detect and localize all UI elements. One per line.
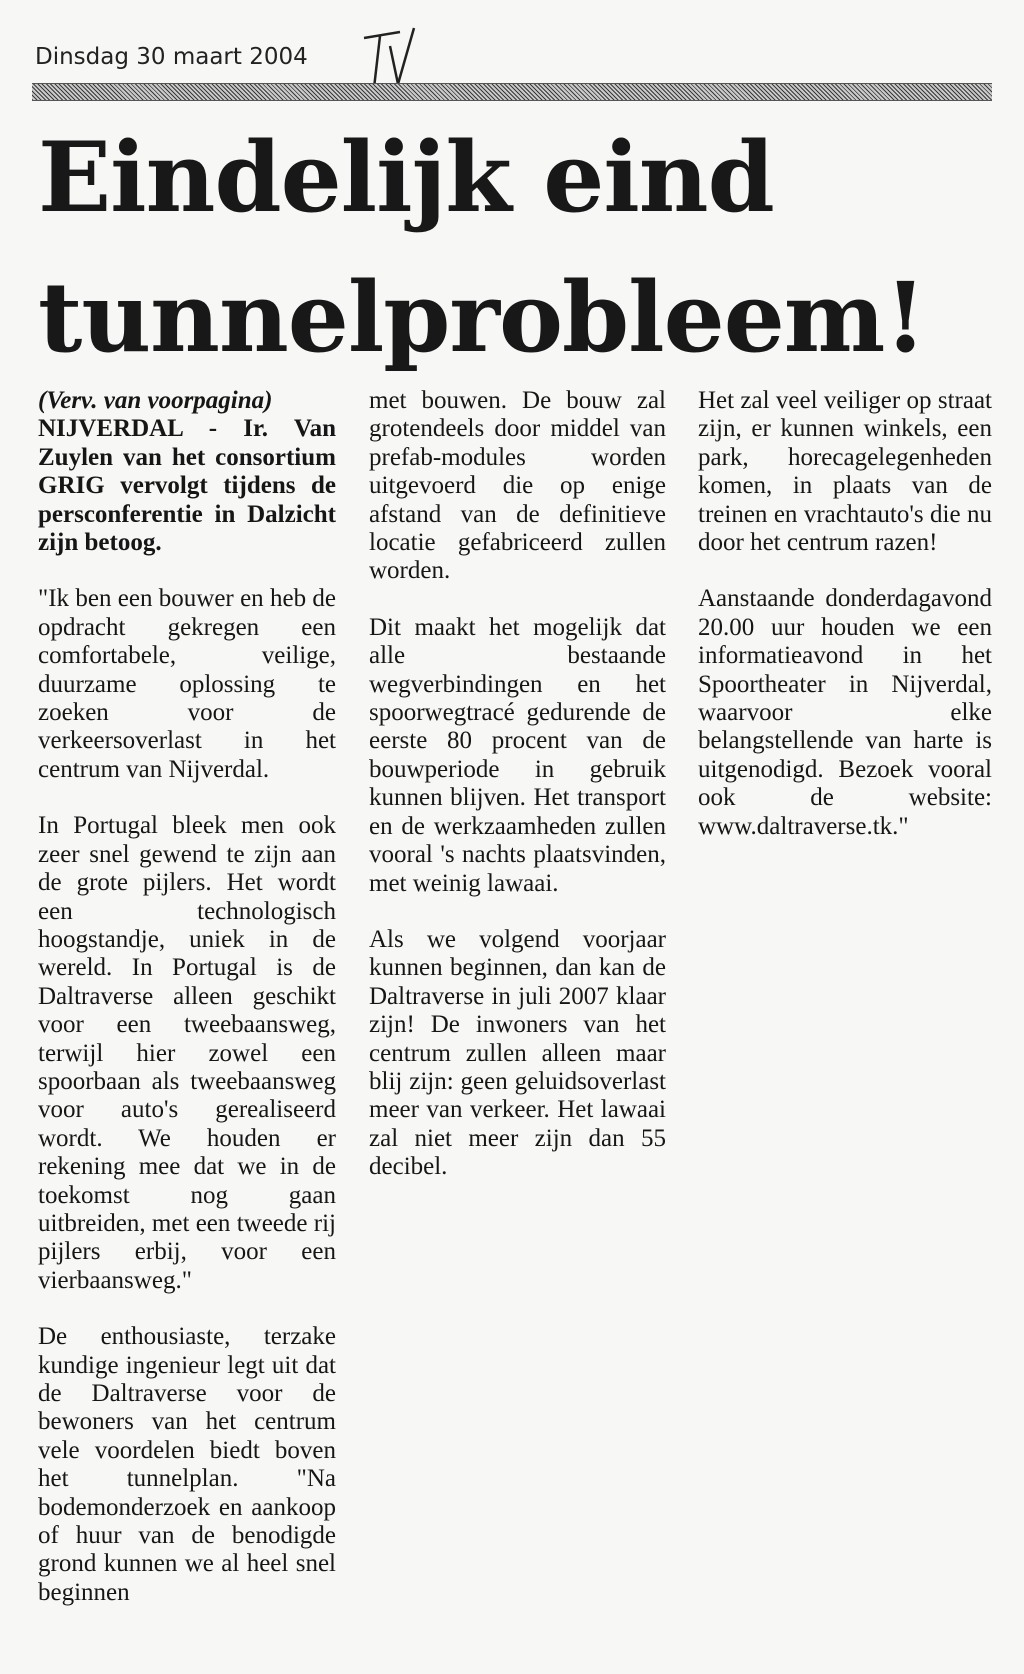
headline — [38, 108, 998, 388]
headline-line-2: tunnelprobleem! — [38, 261, 926, 374]
paragraph: Dit maakt het mogelijk dat alle bestaande wegverbindingen en het spoorwegtracé gedurende de eerste 80 procent van de bouwperiode in gebruik kunnen blijven. Het transport en de werkzaamheden zullen vooral 's nachts plaatsvinden, met weinig lawaai. — [369, 613, 666, 897]
publication-date: Dinsdag 30 maart 2004 — [35, 44, 308, 70]
column-2 — [369, 387, 666, 1210]
paragraph: "Ik ben een bouwer en heb de opdracht gekregen een comfortabele, veilige, duurzame oplossing te zoeken voor de verkeersoverlast in het centrum van Nijverdal. — [38, 585, 336, 783]
lead-paragraph — [38, 387, 336, 557]
paragraph: De enthousiaste, terzake kundige ingenieur legt uit dat de Daltraverse voor de bewoners van het centrum vele voordelen biedt boven het tunnelplan. "Na bodemonderzoek en aankoop of huur van de benodigde grond kunnen we al heel snel beginnen — [38, 1323, 336, 1606]
paragraph: Het zal veel veiliger op straat zijn, er kunnen winkels, een park, horecagelegenheden komen, in plaats van de treinen en vrachtauto's die nu door het centrum razen! — [698, 387, 992, 557]
intro-text: NIJVERDAL - Ir. Van Zuylen van het consortium GRIG vervolgt tijdens de persconferentie in Dalzicht zijn betoog. — [38, 415, 336, 557]
headline-line-1: Eindelijk eind — [38, 121, 774, 234]
kicker: (Verv. van voorpagina) — [38, 387, 273, 414]
paragraph: met bouwen. De bouw zal grotendeels door middel van prefab-modules worden uitgevoerd die op enige afstand van de definitieve locatie gefabriceerd zullen worden. — [369, 387, 666, 585]
header-rule — [32, 83, 992, 101]
column-3 — [698, 387, 992, 869]
paragraph: In Portugal bleek men ook zeer snel gewend te zijn aan de grote pijlers. Het wordt een technologisch hoogstandje, uniek in de wereld. In Portugal is de Daltraverse alleen geschikt voor een tweebaansweg, terwijl hier zowel een spoorbaan als tweebaansweg voor auto's gerealiseerd wordt. We houden er rekening mee dat we in de toekomst nog gaan uitbreiden, met een tweede rij pijlers erbij, voor een vierbaansweg." — [38, 812, 336, 1294]
paragraph: Aanstaande donderdagavond 20.00 uur houden we een informatieavond in het Spoortheater in Nijverdal, waarvoor elke belangstellende van harte is uitgenodigd. Bezoek vooral ook de website: www.daltraverse.tk." — [698, 585, 992, 840]
column-1 — [38, 387, 336, 1635]
paragraph: Als we volgend voorjaar kunnen beginnen, dan kan de Daltraverse in juli 2007 klaar zijn! De inwoners van het centrum zullen alleen maar blij zijn: geen geluidsoverlast meer van verkeer. Het lawaai zal niet meer zijn dan 55 decibel. — [369, 925, 666, 1181]
